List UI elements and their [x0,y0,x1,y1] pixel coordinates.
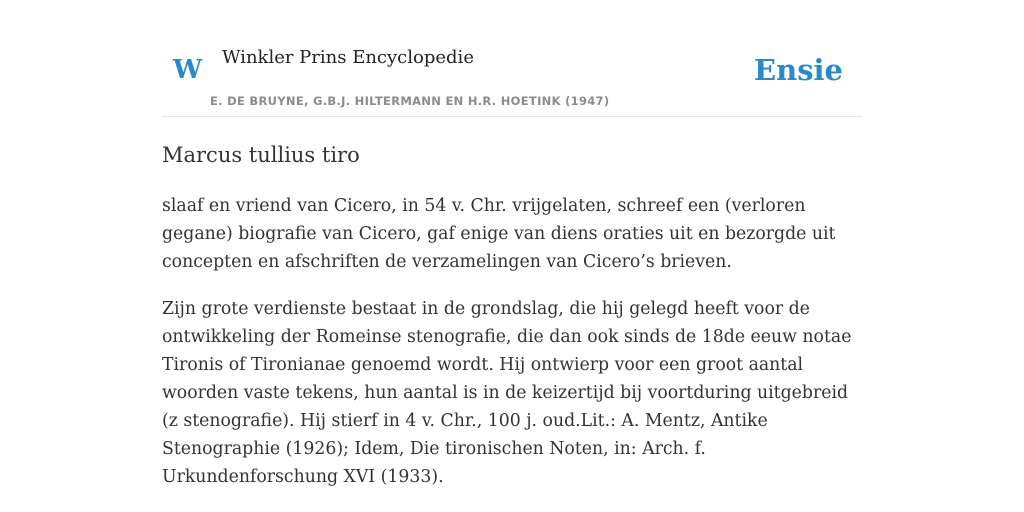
entry-paragraph: slaaf en vriend van Cicero, in 54 v. Chr. vrijgelaten, schreef een (verloren gegane) biografie van Cicero, gaf enige van diens oraties uit en bezorgde uit concepten en afschriften de verzamelingen van Cicero’s brieven. [162,196,836,272]
header [162,0,862,117]
winkler-prins-logo-icon[interactable]: W [173,55,203,85]
ensie-logo[interactable]: Ensie [754,53,843,87]
authors-line: E. DE BRUYNE, G.B.J. HILTERMANN EN H.R. HOETINK (1947) [210,94,610,108]
entry-title: Marcus tullius tiro [162,143,360,167]
publication-title[interactable]: Winkler Prins Encyclopedie [222,47,474,68]
article [162,138,862,491]
entry-paragraph: Zijn grote verdienste bestaat in de grondslag, die hij gelegd heeft voor de ontwikkeling der Romeinse stenografie, die dan ook sinds de 18de eeuw notae Tironis of Tironianae genoemd wordt. Hij ontwierp voor een groot aantal woorden vaste tekens, hun aantal is in de keizertijd bij voortduring uitgebreid (z stenografie). Hij stierf in 4 v. Chr., 100 j. oud.Lit.: A. Mentz, Antike Stenographie (1926); Idem, Die tironischen Noten, in: Arch. f. Urkundenforschung XVI (1933). [162,299,852,487]
